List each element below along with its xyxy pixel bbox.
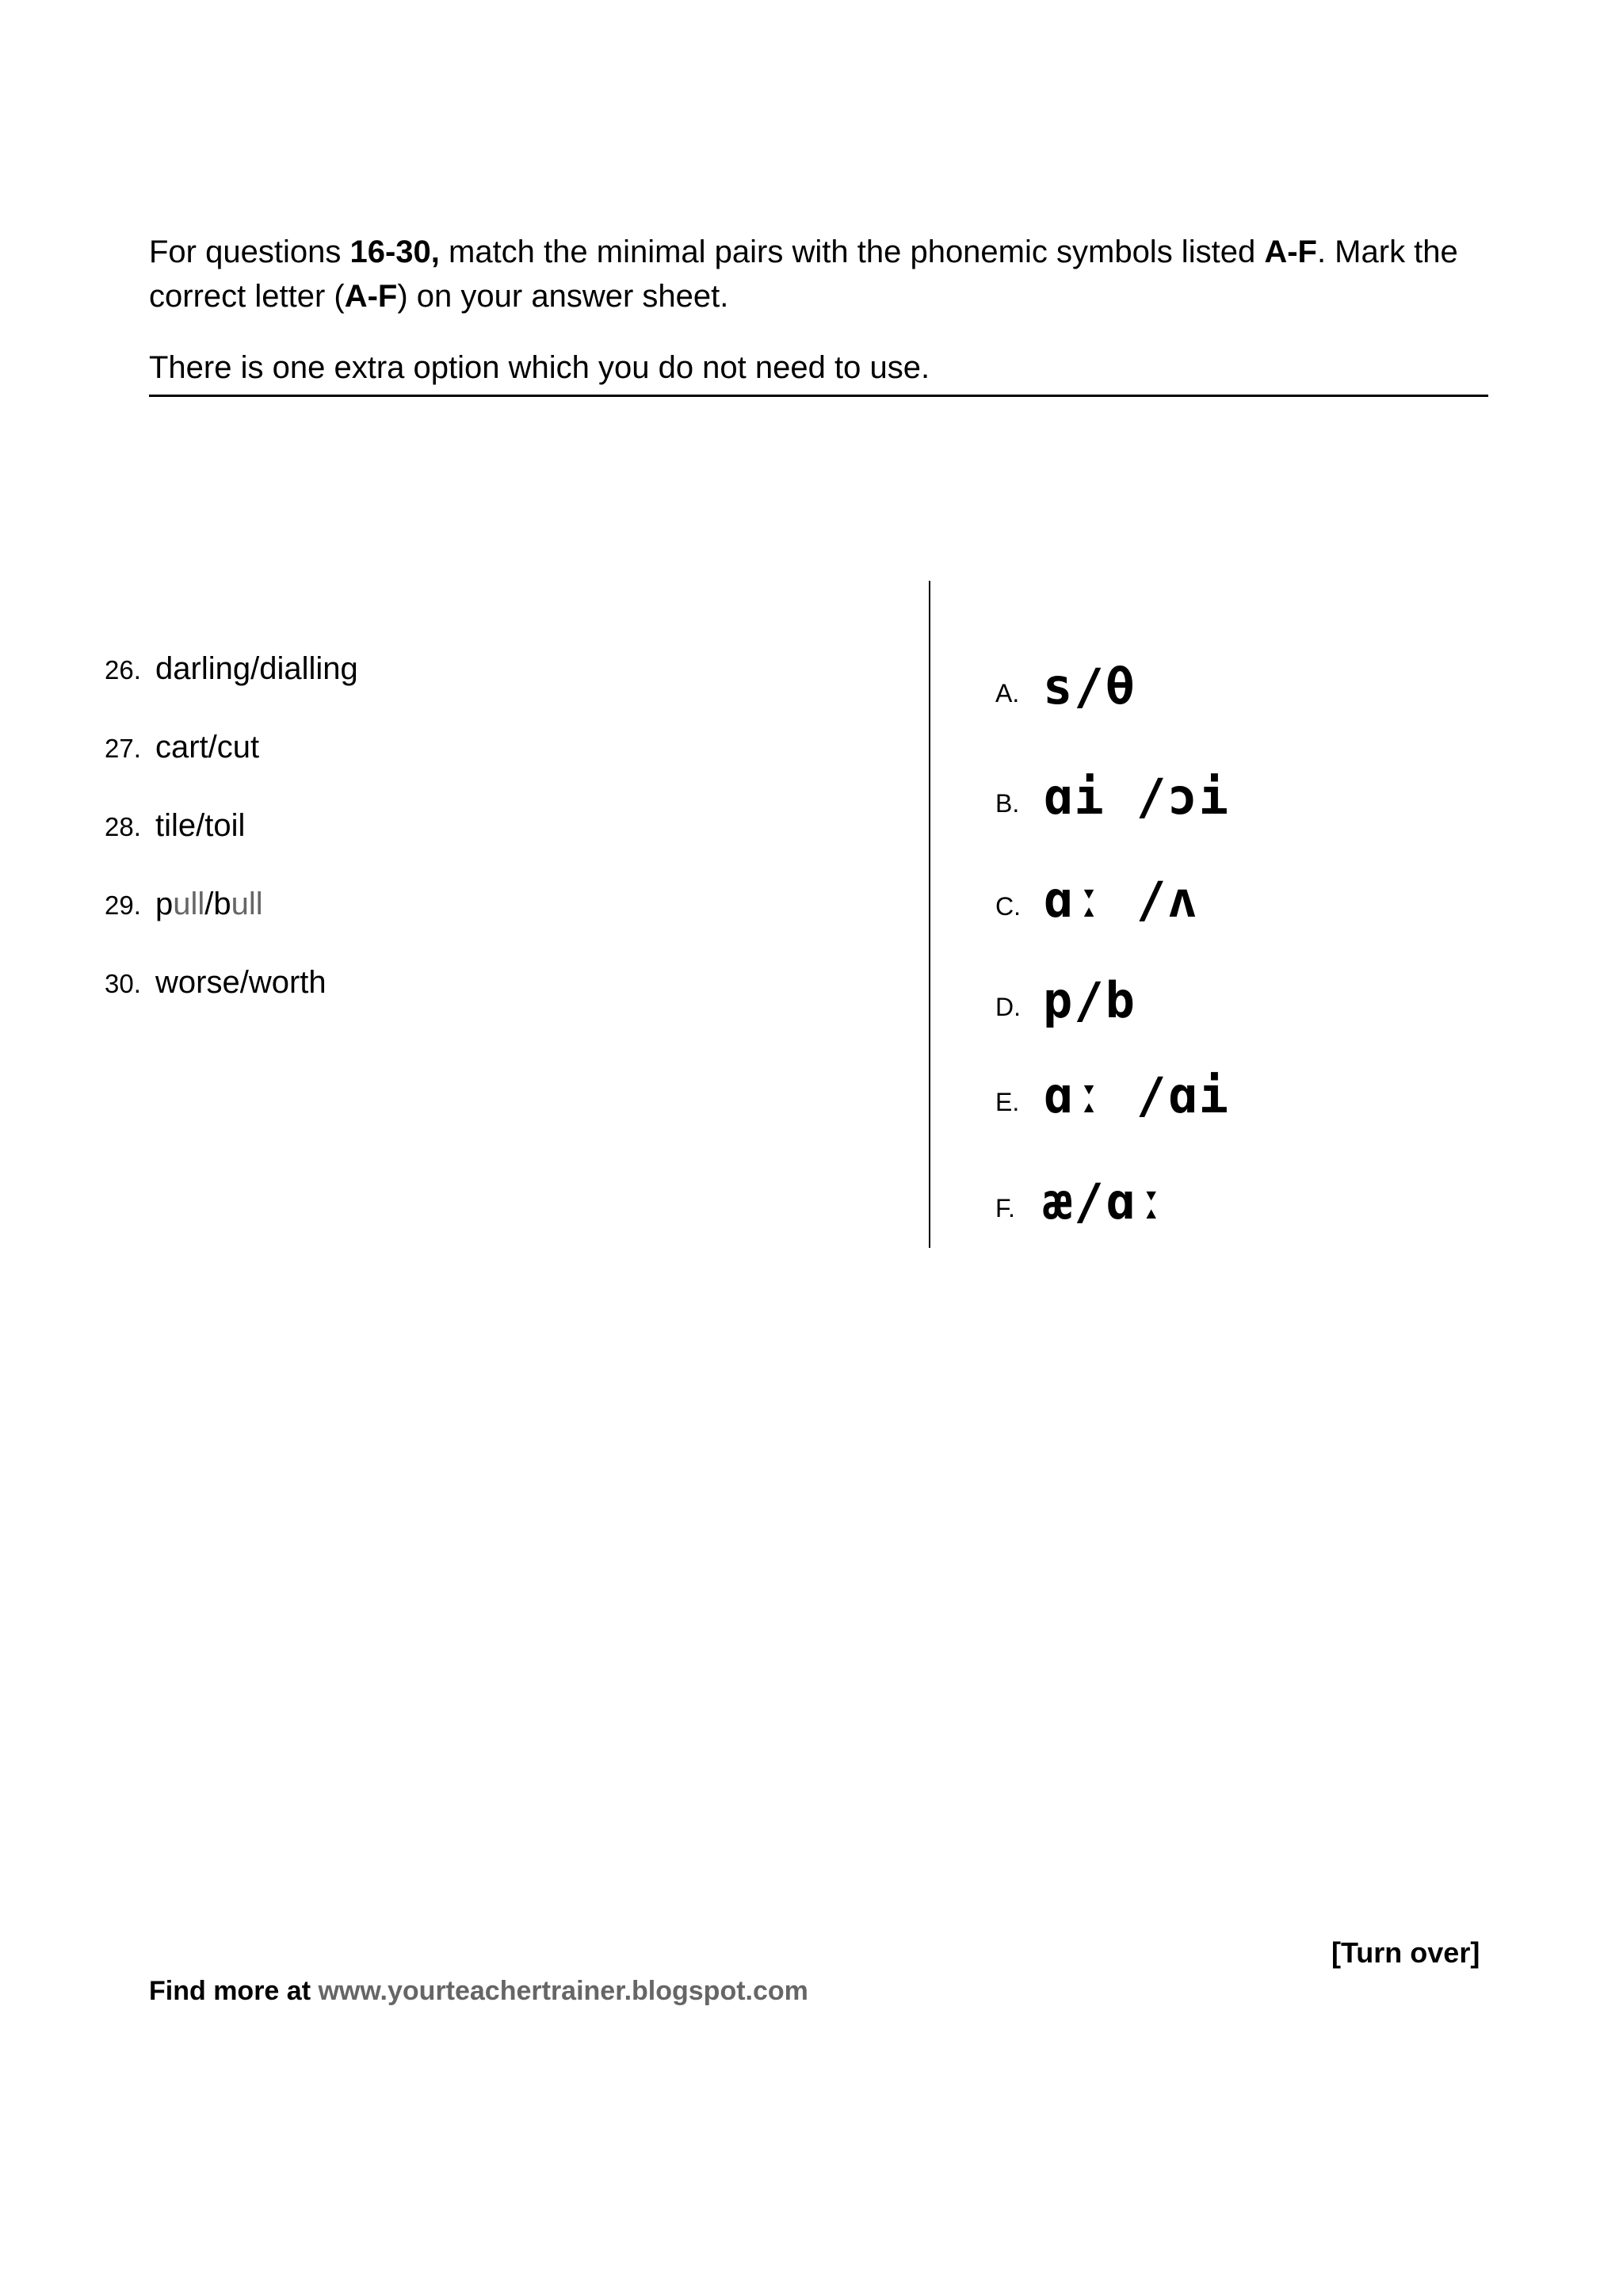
- question-number: 27.: [105, 734, 141, 763]
- option-item: [995, 768, 1230, 826]
- question-text-part: ull: [173, 887, 205, 921]
- option-letter: A.: [995, 679, 1020, 707]
- option-item: [995, 971, 1136, 1029]
- question-item: [105, 965, 358, 1043]
- question-number: 30.: [105, 969, 141, 998]
- question-text: worse/worth: [155, 965, 327, 1000]
- question-text-part: ull: [231, 887, 263, 921]
- footer-prefix: Find more at: [149, 1976, 319, 2006]
- question-text-part: /b: [204, 887, 231, 921]
- question-number: 29.: [105, 891, 141, 920]
- option-item: [995, 1066, 1230, 1124]
- question-number: 28.: [105, 812, 141, 841]
- option-symbols: æ/ɑː: [1043, 1173, 1168, 1230]
- instructions-mid: match the minimal pairs with the phonemic symbols listed: [439, 235, 1265, 269]
- question-number: 26.: [105, 655, 141, 685]
- option-item: [995, 1173, 1168, 1230]
- option-symbols: ɑː /ʌ: [1043, 871, 1199, 929]
- question-list: [105, 651, 358, 1043]
- option-symbols: ɑi /ɔi: [1043, 768, 1230, 826]
- instructions-end: ) on your answer sheet.: [397, 279, 729, 314]
- question-item: [105, 808, 358, 887]
- option-item: [995, 871, 1199, 929]
- question-text-part: p: [155, 887, 174, 921]
- question-text: darling/dialling: [155, 651, 358, 686]
- column-divider: [929, 581, 930, 1248]
- footer: [149, 1976, 808, 2007]
- question-text: tile/toil: [155, 808, 246, 843]
- turn-over-label: [Turn over]: [1331, 1936, 1480, 1969]
- question-text: [155, 887, 263, 922]
- instructions: [149, 230, 1488, 397]
- option-symbols: ɑː /ɑi: [1043, 1066, 1230, 1124]
- footer-link[interactable]: www.yourteachertrainer.blogspot.com: [318, 1976, 808, 2006]
- option-letter: D.: [995, 993, 1021, 1021]
- question-item: [105, 651, 358, 730]
- options-range: A-F: [1264, 235, 1317, 269]
- option-letter: F.: [995, 1194, 1015, 1222]
- options-range-2: A-F: [344, 279, 398, 314]
- option-item: [995, 658, 1136, 715]
- extra-option-note: There is one extra option which you do not need to use.: [149, 345, 1488, 397]
- question-range: 16-30,: [349, 235, 440, 269]
- question-text: cart/cut: [155, 730, 260, 765]
- option-symbols: p/b: [1043, 971, 1136, 1029]
- option-letter: B.: [995, 789, 1020, 818]
- option-letter: C.: [995, 892, 1021, 921]
- option-symbols: s/θ: [1043, 658, 1136, 715]
- question-item: [105, 887, 358, 965]
- instructions-prefix: For questions: [149, 235, 350, 269]
- option-letter: E.: [995, 1088, 1020, 1116]
- instructions-text: [149, 230, 1488, 318]
- question-item: [105, 730, 358, 808]
- instructions-mark: . Mark the correct letter (: [149, 235, 1458, 314]
